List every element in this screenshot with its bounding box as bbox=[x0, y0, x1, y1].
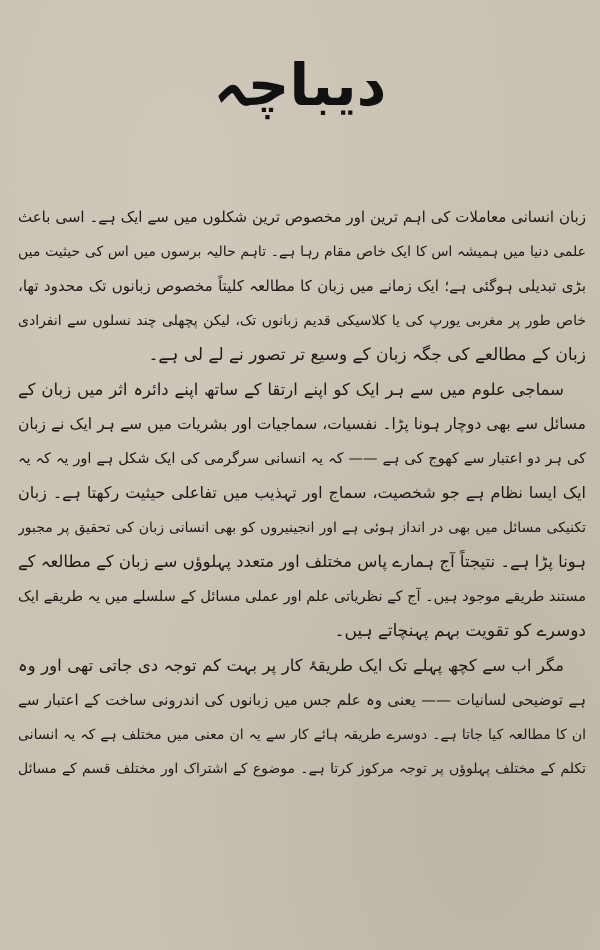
text-line: ہونا پڑا ہے۔ نتیجتاً آج ہمارے پاس مختلف اور متعدد پہلوؤں سے زبان کے مطالعہ کے bbox=[18, 552, 586, 571]
text-line: سماجی علوم میں سے ہر ایک کو اپنے ارتقا کے ساتھ اپنے دائرہ اثر میں زبان کے bbox=[18, 379, 564, 399]
text-line: دوسرے کو تقویت بہم پہنچاتے ہیں۔ bbox=[334, 621, 586, 641]
text-line: مستند طریقے موجود ہیں۔ آج کے نظریاتی علم اور عملی مسائل کے سلسلے میں یہ طریقے ایک bbox=[18, 588, 586, 605]
page-title: دیباچہ bbox=[213, 51, 387, 119]
text-line: ان کا مطالعہ کیا جاتا ہے۔ دوسرے طریقہ ہائے کار سے یہ ان معنی میں مختلف ہے کہ یہ انسانی bbox=[18, 726, 586, 743]
preface-body bbox=[18, 200, 586, 787]
text-line: زبان کے مطالعے کی جگہ زبان کے وسیع تر تصور نے لے لی ہے۔ bbox=[148, 345, 586, 365]
text-line: علمی دنیا میں ہمیشہ اس کا ایک خاص مقام رہا ہے۔ تاہم حالیہ برسوں میں اس کی حیثیت میں bbox=[18, 243, 586, 260]
text-line: مسائل سے بھی دوچار ہونا پڑا۔ نفسیات، سماجیات اور بشریات میں سے ہر ایک نے زبان bbox=[18, 415, 586, 433]
page-title-container bbox=[0, 40, 600, 140]
text-line: تکنیکی مسائل میں بھی در انداز ہوئی ہے اور انجینیروں کو بھی انسانی زبان کی تحقیق پر مجبور bbox=[18, 519, 586, 536]
text-line: بڑی تبدیلی ہوگئی ہے؛ ایک زمانے میں زبان کا مطالعہ کلیتاً مخصوص زبانوں تک محدود تھا، bbox=[18, 277, 586, 295]
text-line: زبان انسانی معاملات کی اہم ترین اور مخصوص ترین شکلوں میں سے ایک ہے۔ اسی باعث bbox=[18, 208, 586, 226]
text-line: خاص طور پر مغربی یورپ کی یا کلاسیکی قدیم زبانوں تک، لیکن پچھلی چند نسلوں سے انفرادی bbox=[18, 312, 586, 329]
text-line: ہے توضیحی لسانیات —— یعنی وہ علم جس میں زبانوں کی اندرونی ساخت کے اعتبار سے bbox=[18, 691, 586, 709]
text-line: مگر اب سے کچھ پہلے تک ایک طریقۂ کار پر بہت کم توجہ دی جاتی تھی اور وہ bbox=[18, 655, 564, 675]
text-line: کی ہر دو اعتبار سے کھوج کی ہے —— کہ یہ انسانی سرگرمی کی ایک شکل ہے اور یہ کہ یہ bbox=[18, 450, 586, 467]
text-line: ایک ایسا نظام ہے جو شخصیت، سماج اور تہذیب میں تفاعلی حیثیت رکھتا ہے۔ زبان bbox=[18, 483, 586, 502]
text-line: تکلم کے مختلف پہلوؤں پر توجہ مرکوز کرتا ہے۔ موضوع کے اشتراک اور مختلف قسم کے مسائل bbox=[18, 761, 586, 777]
